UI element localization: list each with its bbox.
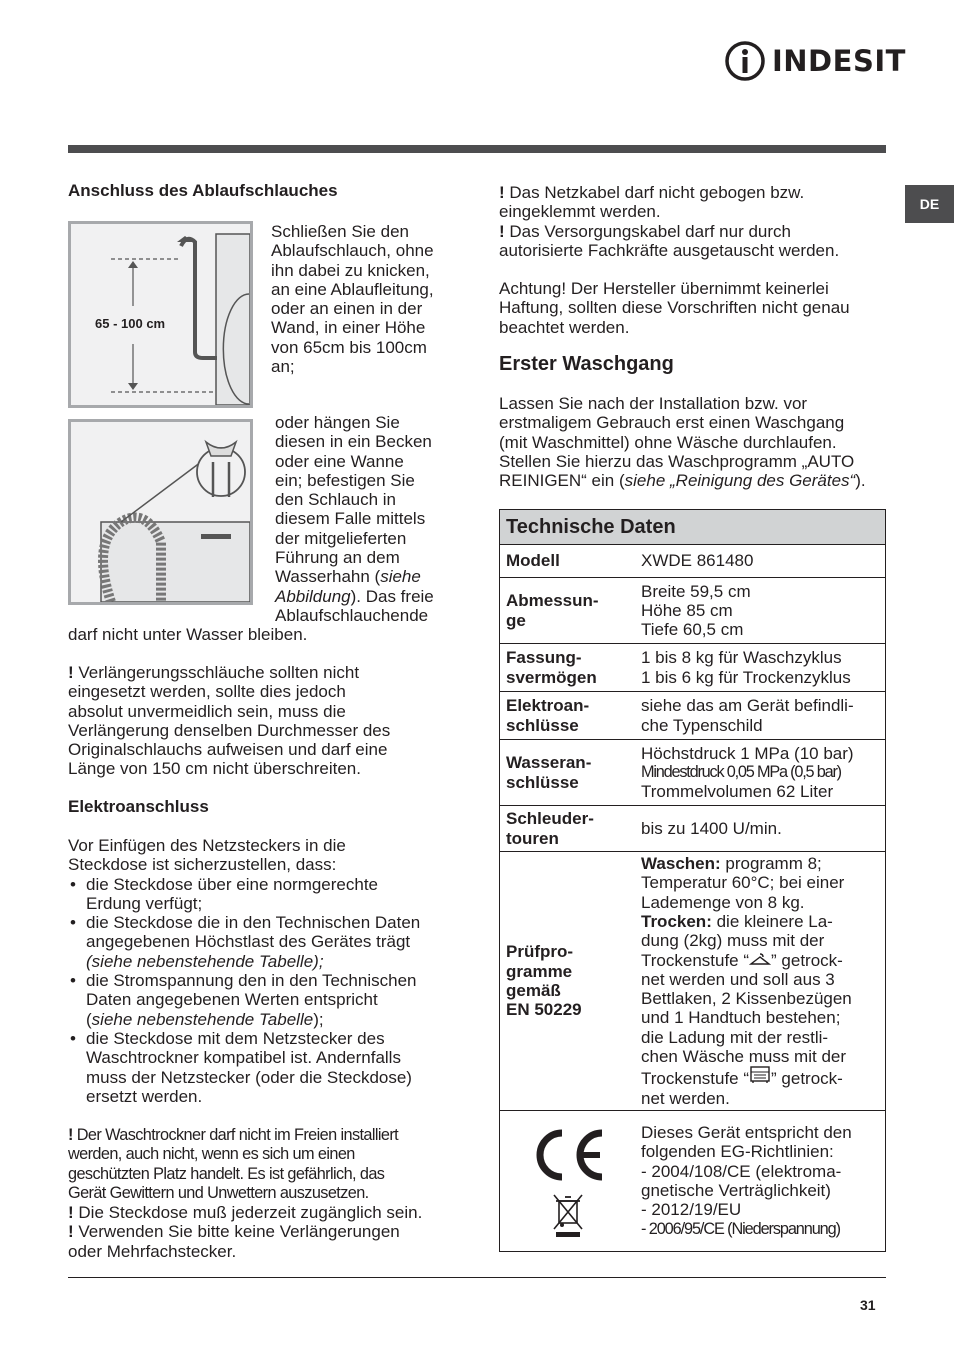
text-line: oder hängen Sie bbox=[275, 413, 400, 432]
text-run: Trockenstufe “ bbox=[641, 950, 750, 970]
text-line: Lassen Sie nach der Installation bzw. vor bbox=[499, 394, 808, 413]
value-line: 1 bis 6 kg für Trockenzyklus bbox=[641, 667, 851, 687]
text-line: der mitgelieferten bbox=[275, 528, 407, 548]
liability-notice bbox=[499, 279, 889, 337]
ce-mark-icon bbox=[528, 1125, 608, 1185]
electric-notes bbox=[68, 1126, 488, 1261]
text-line: Ablaufschlauch, ohne bbox=[271, 241, 434, 261]
list-item bbox=[68, 971, 468, 1029]
text-line: Achtung! Der Hersteller übernimmt keinerlei bbox=[499, 279, 829, 298]
row-value bbox=[635, 740, 885, 805]
value-line: 1 bis 8 kg für Waschzyklus bbox=[641, 648, 842, 668]
table-row-dimensions bbox=[500, 578, 885, 644]
label-line: touren bbox=[506, 828, 559, 848]
text-line: Waschtrockner kompatibel ist. Andernfalls bbox=[86, 1048, 401, 1068]
text-line: • die Stromspannung den in den Technischen bbox=[86, 971, 417, 991]
text-line: den Schlauch in bbox=[275, 490, 396, 510]
text-line: angegebenen Höchstlast des Gerätes trägt bbox=[86, 932, 411, 952]
list-item bbox=[68, 913, 468, 971]
text-run: ). bbox=[855, 471, 866, 491]
label-line: Schleuder- bbox=[506, 809, 594, 829]
drain-text-2 bbox=[275, 413, 434, 625]
label-line: ge bbox=[506, 610, 526, 630]
warning-mark: ! bbox=[499, 183, 505, 202]
text-line bbox=[86, 1010, 468, 1029]
text-line bbox=[68, 663, 390, 682]
text-line: Vor Einfügen des Netzsteckers in die bbox=[68, 836, 346, 855]
text-line bbox=[275, 567, 434, 586]
value-line bbox=[641, 1066, 881, 1088]
value-line bbox=[641, 951, 881, 970]
electric-body bbox=[68, 836, 468, 1106]
text-line: • die Steckdose mit dem Netzstecker des bbox=[86, 1028, 385, 1048]
drain-wall-diagram bbox=[71, 224, 250, 405]
text-line: absolut unvermeidlich sein, muss die bbox=[68, 701, 346, 721]
row-value bbox=[635, 852, 885, 1110]
text-line: • die Steckdose die in den Technischen Daten bbox=[86, 913, 421, 933]
text-run: ). Das freie bbox=[350, 586, 434, 606]
label-line: Abmessun- bbox=[506, 591, 599, 611]
label-line: Wasseran- bbox=[506, 753, 592, 773]
cable-notes bbox=[499, 183, 889, 260]
height-label: 65 - 100 cm bbox=[95, 316, 166, 331]
text-line: an; bbox=[271, 357, 295, 377]
value-line: che Typenschild bbox=[641, 715, 763, 735]
value-line: folgenden EG-Richtlinien: bbox=[641, 1142, 834, 1162]
list-item bbox=[68, 875, 468, 914]
text-line: Steckdose ist sicherzustellen, dass: bbox=[68, 855, 337, 875]
compliance-marks bbox=[500, 1111, 635, 1251]
drain-text-1 bbox=[271, 222, 434, 376]
text-run: Trockenstufe “ bbox=[641, 1069, 750, 1089]
warning-mark: ! bbox=[68, 1126, 73, 1144]
text-run: ” getrock- bbox=[771, 950, 843, 970]
text-line: eingeklemmt werden. bbox=[499, 202, 661, 222]
row-label bbox=[500, 692, 635, 739]
label-line: svermögen bbox=[506, 667, 597, 687]
first-wash-body bbox=[499, 394, 889, 490]
value-line: und 1 Handtuch bestehen; bbox=[641, 1008, 841, 1028]
value-line: Bettlaken, 2 Kissenbezügen bbox=[641, 989, 852, 1009]
extension-warning bbox=[68, 663, 390, 779]
text-run-italic: siehe „Reinigung des Gerätes“ bbox=[624, 471, 856, 491]
text-line: muss der Netzstecker (oder die Steckdose) bbox=[86, 1067, 412, 1087]
value-line: chen Wäsche muss mit der bbox=[641, 1047, 847, 1067]
text-line: ein; befestigen Sie bbox=[275, 470, 415, 490]
value-line: net werden. bbox=[641, 1088, 730, 1108]
row-label bbox=[500, 578, 635, 643]
row-label bbox=[500, 740, 635, 805]
text-line: diesem Falle mittels bbox=[275, 509, 426, 529]
text-line: Länge von 150 cm nicht überschreiten. bbox=[68, 759, 361, 779]
text-run: REINIGEN“ ein ( bbox=[499, 471, 625, 491]
text-line: Schließen Sie den bbox=[271, 222, 409, 241]
technical-data-table bbox=[499, 509, 886, 1252]
text-line: autorisierte Fachkräfte ausgetauscht werden. bbox=[499, 240, 840, 260]
text-line: Wand, in einer Höhe bbox=[271, 318, 426, 338]
text-line: erstmaligem Gebrauch erst einen Waschgang bbox=[499, 413, 845, 433]
label-line: Prüfpro- bbox=[506, 942, 574, 962]
value-line: die Ladung mit der restli- bbox=[641, 1027, 829, 1047]
brand-logo bbox=[724, 40, 906, 82]
row-value bbox=[635, 644, 885, 691]
value-line: gnetische Verträglichkeit) bbox=[641, 1181, 831, 1200]
text-line bbox=[68, 1126, 488, 1145]
text-line bbox=[68, 1203, 488, 1222]
value-line: Höhe 85 cm bbox=[641, 600, 733, 620]
row-label bbox=[500, 806, 635, 851]
text-run: die kleinere La- bbox=[711, 911, 833, 931]
label-line: Elektroan- bbox=[506, 696, 590, 716]
table-row-compliance bbox=[500, 1111, 885, 1251]
row-value bbox=[635, 1111, 885, 1251]
text-run: Die Steckdose muß jederzeit zugänglich sein. bbox=[73, 1203, 423, 1223]
value-line: Dieses Gerät entspricht den bbox=[641, 1123, 852, 1143]
table-row-water bbox=[500, 740, 885, 806]
text-run: Das Netzkabel darf nicht gebogen bzw. bbox=[504, 183, 805, 202]
text-run: Wasserhahn ( bbox=[275, 567, 381, 587]
label-line: Fassung- bbox=[506, 648, 582, 668]
text-line: Verlängerung denselben Durchmesser des bbox=[68, 720, 391, 740]
text-line: Ablaufschlauchende bbox=[275, 605, 429, 625]
text-run-italic: Abbildung bbox=[275, 586, 351, 606]
drain-figure-wall bbox=[68, 221, 253, 408]
text-line: eingesetzt werden, sollte dies jedoch bbox=[68, 682, 346, 702]
row-label bbox=[500, 644, 635, 691]
text-run-bold: Trocken: bbox=[641, 911, 712, 931]
text-line: ersetzt werden. bbox=[86, 1086, 203, 1106]
value-line: Breite 59,5 cm bbox=[641, 581, 751, 601]
table-row-electrical bbox=[500, 692, 885, 740]
text-line bbox=[499, 471, 889, 490]
text-run: ( bbox=[86, 1009, 92, 1029]
text-line: ihn dabei zu knicken, bbox=[271, 260, 430, 280]
text-line bbox=[275, 587, 434, 606]
text-run-bold: Waschen: bbox=[641, 854, 721, 874]
warning-mark: ! bbox=[68, 663, 74, 682]
value-line: Lademenge von 8 kg. bbox=[641, 892, 805, 912]
wardrobe-icon bbox=[749, 1066, 771, 1084]
text-line: geschützten Platz handelt. Es ist gefährlich, das bbox=[68, 1164, 385, 1183]
text-line: oder an einen in der bbox=[271, 299, 423, 319]
text-run: Das Versorgungskabel darf nur durch bbox=[504, 221, 791, 241]
drain-figure-basin bbox=[68, 419, 253, 605]
text-run-italic: siehe bbox=[380, 567, 421, 587]
row-value bbox=[635, 692, 885, 739]
value-line bbox=[641, 854, 881, 873]
language-tab: DE bbox=[905, 185, 954, 223]
text-line: Erdung verfügt; bbox=[86, 893, 203, 913]
label-line: gemäß bbox=[506, 981, 561, 1000]
warning-mark: ! bbox=[68, 1222, 74, 1242]
electric-checklist bbox=[68, 875, 468, 1107]
text-line bbox=[499, 183, 889, 202]
text-line: Daten angegebenen Werten entspricht bbox=[86, 990, 378, 1010]
text-run-italic: (siehe nebenstehende Tabelle); bbox=[86, 951, 324, 971]
label-line: EN 50229 bbox=[506, 1000, 582, 1020]
table-row-spin bbox=[500, 806, 885, 852]
value-line: Höchstdruck 1 MPa (10 bar) bbox=[641, 743, 854, 763]
drain-basin-diagram bbox=[71, 422, 250, 602]
footer-rule bbox=[68, 1277, 886, 1278]
warning-mark: ! bbox=[68, 1203, 74, 1223]
electric-heading: Elektroanschluss bbox=[68, 797, 209, 816]
text-line: von 65cm bis 100cm bbox=[271, 337, 427, 357]
text-line: Haftung, sollten diese Vorschriften nicht genau bbox=[499, 298, 850, 318]
text-line: Führung an dem bbox=[275, 548, 400, 568]
row-value: bis zu 1400 U/min. bbox=[641, 818, 782, 838]
text-line: oder Mehrfachstecker. bbox=[68, 1241, 237, 1261]
text-line bbox=[86, 952, 468, 971]
value-line: dung (2kg) muss mit der bbox=[641, 931, 825, 951]
text-line: Originalschlauchs aufweisen und darf eine bbox=[68, 740, 388, 760]
text-line: oder eine Wanne bbox=[275, 451, 404, 471]
text-line: diesen in ein Becken bbox=[275, 432, 432, 452]
header-rule bbox=[68, 145, 886, 153]
text-run: Verlängerungsschläuche sollten nicht bbox=[73, 663, 360, 682]
indesit-i-icon bbox=[724, 40, 766, 82]
drain-heading: Anschluss des Ablaufschlauches bbox=[68, 181, 338, 200]
weee-bin-icon bbox=[550, 1193, 586, 1237]
table-row-model bbox=[500, 545, 885, 578]
list-item bbox=[68, 1029, 468, 1106]
text-line: • die Steckdose über eine normgerechte bbox=[86, 874, 379, 894]
text-run: Der Waschtrockner darf nicht im Freien installiert bbox=[72, 1126, 399, 1144]
text-run: programm 8; bbox=[720, 854, 822, 874]
text-run: ” getrock- bbox=[771, 1069, 843, 1089]
row-value bbox=[635, 578, 885, 643]
hanger-icon bbox=[749, 952, 771, 966]
brand-name: INDESIT bbox=[772, 44, 906, 78]
table-row-test-programs bbox=[500, 852, 885, 1111]
value-line: - 2006/95/CE (Niederspannung) bbox=[641, 1219, 840, 1238]
value-line: Mindestdruck 0,05 MPa (0,5 bar) bbox=[641, 762, 841, 781]
text-run: ); bbox=[313, 1009, 324, 1029]
text-line: werden, auch nicht, wenn es sich um einen bbox=[68, 1145, 355, 1164]
text-line: Gerät Gewittern und Unwettern auszusetzen. bbox=[68, 1183, 369, 1202]
label-line: schlüsse bbox=[506, 772, 579, 792]
text-line bbox=[499, 222, 889, 241]
text-line: Stellen Sie hierzu das Waschprogramm „AUTO bbox=[499, 451, 855, 471]
value-line: - 2004/108/CE (elektroma- bbox=[641, 1161, 842, 1181]
table-row-capacity bbox=[500, 644, 885, 692]
value-line: siehe das am Gerät befindli- bbox=[641, 696, 854, 716]
row-value: XWDE 861480 bbox=[641, 551, 754, 571]
row-label: Modell bbox=[506, 551, 560, 571]
value-line: Temperatur 60°C; bei einer bbox=[641, 873, 845, 893]
label-line: gramme bbox=[506, 961, 573, 981]
value-line: net werden und soll aus 3 bbox=[641, 969, 835, 989]
text-run-italic: siehe nebenstehende Tabelle bbox=[91, 1009, 314, 1029]
text-line: (mit Waschmittel) ohne Wäsche durchlaufen. bbox=[499, 432, 837, 452]
warning-mark: ! bbox=[499, 221, 505, 241]
row-label bbox=[500, 852, 635, 1110]
text-run: Verwenden Sie bitte keine Verlängerungen bbox=[73, 1222, 400, 1242]
table-title: Technische Daten bbox=[500, 510, 885, 545]
drain-text-2-end: darf nicht unter Wasser bleiben. bbox=[68, 625, 308, 644]
label-line: schlüsse bbox=[506, 715, 579, 735]
text-line bbox=[68, 1222, 488, 1241]
first-wash-heading: Erster Waschgang bbox=[499, 353, 674, 375]
value-line: Tiefe 60,5 cm bbox=[641, 620, 744, 640]
value-line: Trommelvolumen 62 Liter bbox=[641, 782, 834, 802]
text-line: an eine Ablaufleitung, bbox=[271, 279, 434, 299]
page-number: 31 bbox=[860, 1297, 876, 1313]
text-line: beachtet werden. bbox=[499, 317, 630, 337]
value-line bbox=[641, 912, 881, 931]
value-line: - 2012/19/EU bbox=[641, 1200, 742, 1220]
